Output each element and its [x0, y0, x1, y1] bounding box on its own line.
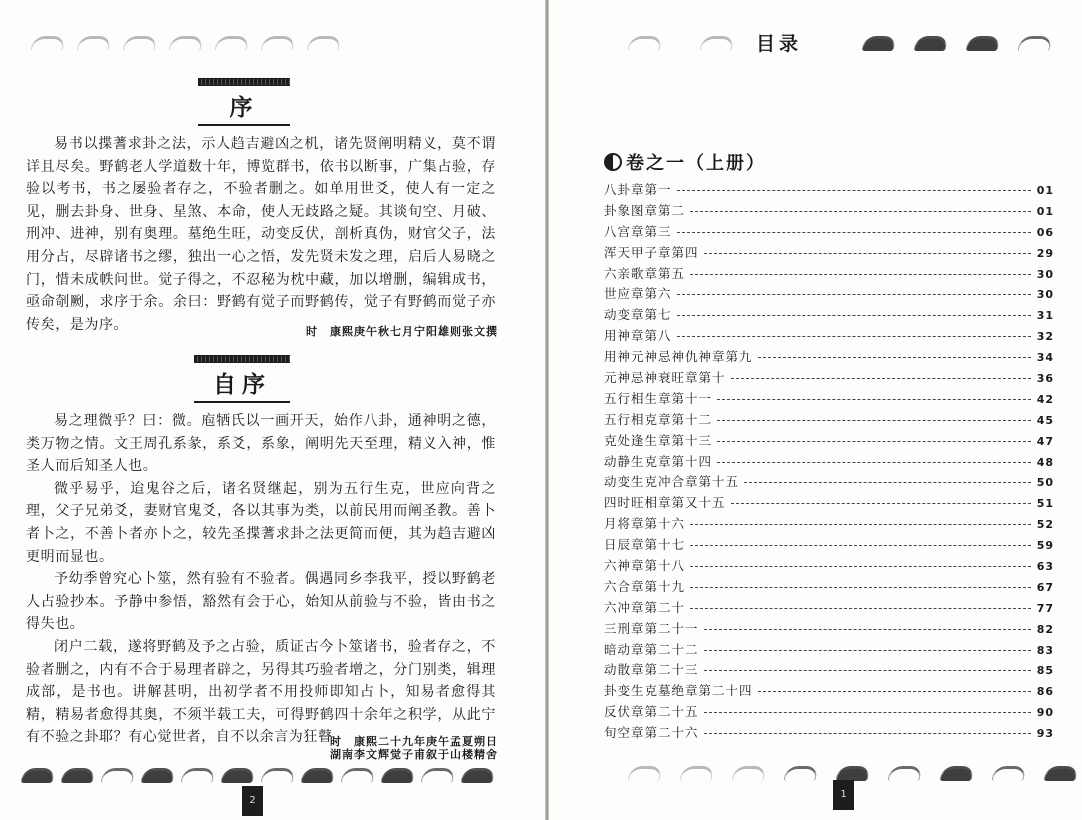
- ornament-icon: [991, 766, 1026, 781]
- ornament-icon: [861, 36, 896, 51]
- toc-leader-dots: [758, 691, 1031, 692]
- toc-leader-dots: [677, 190, 1031, 191]
- toc-entry-page: 01: [1036, 204, 1054, 218]
- toc-entry[interactable]: [604, 243, 1054, 264]
- ornament-icon: [30, 36, 65, 51]
- ornament-icon: [260, 768, 295, 783]
- toc-leader-dots: [704, 670, 1031, 671]
- author-preface-paragraph: 予幼季曾究心卜筮，然有验有不验者。偶遇同乡李我平，授以野鹤老人占验抄本。予静中参悟，豁然有会于心，始知从前验与不验，皆由书之得失也。: [26, 571, 496, 633]
- toc-entry-page: 45: [1036, 413, 1054, 427]
- toc-list: [604, 180, 1054, 744]
- heading-bar: [198, 78, 290, 86]
- toc-entry-page: 83: [1036, 643, 1054, 657]
- author-preface-heading: [194, 355, 290, 403]
- toc-entry[interactable]: [604, 284, 1054, 305]
- toc-leader-dots: [717, 462, 1031, 463]
- toc-entry-label: 世应章第六: [604, 286, 672, 302]
- toc-leader-dots: [690, 211, 1031, 212]
- ornament-icon: [180, 768, 215, 783]
- toc-entry-label: 浑天甲子章第四: [604, 244, 699, 260]
- ornament-icon: [140, 768, 175, 783]
- author-preface-paragraph: 易之理微乎？曰：微。庖牺氏以一画开天，始作八卦，通神明之德，类万物之情。文王周孔系彖，系爻，系象，阐明先天至理，精义入神，惟圣人而后知圣人也。: [26, 413, 496, 475]
- toc-leader-dots: [690, 566, 1031, 567]
- ornament-icon: [168, 36, 203, 51]
- toc-entry[interactable]: [604, 514, 1054, 535]
- toc-entry-label: 动变生克冲合章第十五: [604, 474, 740, 490]
- toc-entry[interactable]: [604, 619, 1054, 640]
- toc-leader-dots: [717, 420, 1031, 421]
- toc-entry-label: 六冲章第二十: [604, 599, 686, 615]
- heading-underline: [198, 124, 290, 126]
- toc-entry[interactable]: [604, 598, 1054, 619]
- ornament-icon: [1017, 36, 1052, 51]
- signature-line: 湖南李文辉觉子甫叙于山楼精舍: [330, 748, 498, 761]
- toc-entry-label: 旬空章第二十六: [604, 725, 699, 741]
- toc-entry-page: 34: [1036, 351, 1054, 365]
- toc-leader-dots: [717, 399, 1031, 400]
- toc-leader-dots: [677, 336, 1031, 337]
- ornament-icon: [220, 768, 255, 783]
- ornament-icon: [420, 768, 455, 783]
- toc-entry-page: 06: [1036, 225, 1054, 239]
- ornament-icon: [214, 36, 249, 51]
- toc-entry[interactable]: [604, 556, 1054, 577]
- toc-entry-page: 32: [1036, 330, 1054, 344]
- author-preface-paragraph: 闭户二载，遂将野鹤及予之占验，质证古今卜筮诸书，验者存之，不验者删之，内有不合于易理者辟之，另得其巧验者增之，分门别类，辑理成部，是书也。讲解甚明，出初学者不用投师即知占卜，知易者愈得其精，精易者愈得其奥，不须半载工夫，可得野鹤四十余年之积学，从此宁有不验之卦耶？有心觉世者，自不以余言为狂瞽。: [26, 638, 496, 746]
- ornament-icon: [122, 36, 157, 51]
- ornament-icon: [100, 768, 135, 783]
- toc-entry-label: 暗动章第二十二: [604, 641, 699, 657]
- toc-entry-page: 52: [1036, 518, 1054, 532]
- ornament-icon: [60, 768, 95, 783]
- toc-entry-page: 48: [1036, 455, 1054, 469]
- toc-entry-label: 八宫章第三: [604, 223, 672, 239]
- ornament-icon: [1043, 766, 1078, 781]
- ornament-icon: [20, 768, 55, 783]
- toc-entry-label: 反伏章第二十五: [604, 704, 699, 720]
- toc-entry-page: 47: [1036, 434, 1054, 448]
- toc-entry-page: 29: [1036, 246, 1054, 260]
- toc-leader-dots: [717, 441, 1031, 442]
- toc-entry-page: 36: [1036, 372, 1054, 386]
- ornament-icon: [627, 766, 662, 781]
- toc-leader-dots: [731, 503, 1031, 504]
- toc-leader-dots: [704, 733, 1031, 734]
- preface-signature: 时 康熙庚午秋七月宁阳雄则张文撰: [306, 325, 498, 338]
- ornament-icon: [679, 766, 714, 781]
- toc-entry[interactable]: [604, 264, 1054, 285]
- toc-leader-dots: [690, 587, 1031, 588]
- toc-leader-dots: [704, 712, 1031, 713]
- toc-entry-page: 01: [1036, 184, 1054, 197]
- toc-leader-dots: [704, 629, 1031, 630]
- toc-entry-label: 用神元神忌神仇神章第九: [604, 349, 753, 365]
- ornament-icon: [783, 766, 818, 781]
- toc-entry-page: 51: [1036, 497, 1054, 511]
- top-ornament-row-right: [863, 36, 1051, 51]
- toc-entry-label: 六神章第十八: [604, 558, 686, 574]
- ornament-icon: [300, 768, 335, 783]
- toc-entry-page: 63: [1036, 560, 1054, 574]
- toc-entry-label: 日辰章第十七: [604, 537, 686, 553]
- toc-entry-page: 67: [1036, 580, 1054, 594]
- toc-entry-page: 31: [1036, 309, 1054, 323]
- toc-entry-label: 用神章第八: [604, 328, 672, 344]
- toc-entry-label: 元神忌神衰旺章第十: [604, 370, 726, 386]
- toc-entry-page: 50: [1036, 476, 1054, 490]
- toc-entry[interactable]: [604, 389, 1054, 410]
- author-preface-paragraph: 微乎易乎，迨鬼谷之后，诸名贤继起，别为五行生克，世应向背之理，父子兄弟爻，妻财官鬼爻，各以其事为类，以前民用而阐圣教。善卜者卜之，不善卜者亦卜之，较先圣揲蓍求卦之法更简而便，其为趋吉避凶更明而显也。: [26, 480, 496, 565]
- toc-entry[interactable]: [604, 723, 1054, 744]
- toc-leader-dots: [690, 274, 1031, 275]
- top-ornament-row: [32, 36, 340, 51]
- volume-heading: [604, 149, 766, 175]
- toc-leader-dots: [758, 357, 1031, 358]
- ornament-icon: [835, 766, 870, 781]
- author-preface-title: 自序: [213, 372, 271, 398]
- ornament-icon: [76, 36, 111, 51]
- preface-heading: [198, 78, 290, 126]
- toc-entry-label: 动散章第二十三: [604, 662, 699, 678]
- toc-entry[interactable]: [604, 180, 1054, 201]
- page-number: 1: [833, 780, 854, 810]
- toc-entry-page: 85: [1036, 664, 1054, 678]
- ornament-icon: [306, 36, 341, 51]
- ornament-icon: [627, 36, 662, 51]
- toc-entry[interactable]: [604, 472, 1054, 493]
- ornament-icon: [939, 766, 974, 781]
- toc-entry-page: 93: [1036, 727, 1054, 741]
- toc-entry-page: 59: [1036, 539, 1054, 553]
- toc-leader-dots: [690, 524, 1031, 525]
- ornament-icon: [260, 36, 295, 51]
- toc-entry-page: 77: [1036, 601, 1054, 615]
- toc-entry-label: 五行相生章第十一: [604, 390, 713, 406]
- toc-entry-label: 卦变生克墓绝章第二十四: [604, 683, 753, 699]
- ornament-icon: [731, 766, 766, 781]
- toc-entry[interactable]: [604, 640, 1054, 661]
- toc-entry-page: 90: [1036, 706, 1054, 720]
- toc-entry[interactable]: [604, 535, 1054, 556]
- toc-leader-dots: [731, 378, 1031, 379]
- toc-entry[interactable]: [604, 493, 1054, 514]
- toc-entry-label: 四时旺相章第又十五: [604, 495, 726, 511]
- toc-title: 目录: [752, 29, 806, 56]
- toc-leader-dots: [690, 608, 1031, 609]
- toc-entry[interactable]: [604, 201, 1054, 222]
- toc-leader-dots: [677, 294, 1031, 295]
- toc-entry[interactable]: [604, 660, 1054, 681]
- toc-entry[interactable]: [604, 368, 1054, 389]
- ornament-icon: [913, 36, 948, 51]
- ornament-icon: [380, 768, 415, 783]
- toc-entry-label: 克处逢生章第十三: [604, 432, 713, 448]
- heading-underline: [194, 401, 290, 403]
- toc-leader-dots: [677, 315, 1031, 316]
- page-number: 2: [242, 786, 263, 816]
- toc-entry-page: 42: [1036, 392, 1054, 406]
- signature-line: 时 康熙二十九年庚午孟夏朔日: [330, 735, 498, 748]
- ornament-icon: [699, 36, 734, 51]
- yin-yang-icon: [604, 153, 622, 171]
- author-preface-signature: [240, 735, 498, 761]
- toc-entry-label: 八卦章第一: [604, 182, 672, 197]
- toc-entry[interactable]: [604, 305, 1054, 326]
- toc-entry[interactable]: [604, 681, 1054, 702]
- ornament-icon: [887, 766, 922, 781]
- toc-entry-label: 六亲歌章第五: [604, 265, 686, 281]
- toc-entry-label: 卦象图章第二: [604, 202, 686, 218]
- toc-entry-label: 六合章第十九: [604, 578, 686, 594]
- toc-entry[interactable]: [604, 347, 1054, 368]
- ornament-icon: [460, 768, 495, 783]
- toc-entry-page: 86: [1036, 685, 1054, 699]
- toc-entry[interactable]: [604, 577, 1054, 598]
- toc-entry-label: 五行相克章第十二: [604, 411, 713, 427]
- toc-entry[interactable]: [604, 452, 1054, 473]
- toc-leader-dots: [690, 545, 1031, 546]
- bottom-ornament-row: [629, 766, 1077, 781]
- ornament-icon: [340, 768, 375, 783]
- toc-leader-dots: [677, 232, 1031, 233]
- preface-text-block: [26, 133, 496, 336]
- toc-leader-dots: [704, 253, 1031, 254]
- preface-paragraph: 易书以揲蓍求卦之法，示人趋吉避凶之机，诸先贤阐明精义，莫不谓详且尽矣。野鹤老人学道数十年，博览群书，依书以断事，广集占验，存验以考书，书之屡验者存之，不验者删之。如单用世爻，使人有一定之见，删去卦身、世身、星煞、本命，使人无歧路之疑。其谈旬空、月破、刑冲、进神，别有奥理。墓绝生旺，动变反伏，剖析真伪，财官父子，法用分占，尽辟诸书之缪，独出一心之悟，发先贤未发之理，启后人易晓之门，惜未成帙问世。觉子得之，不忍秘为枕中藏，加以增删，编辑成书，亟命剞劂，求序于余。余曰：野鹤有觉子而野鹤传，觉子有野鹤而觉子亦传矣，是为序。: [26, 136, 496, 333]
- toc-entry-page: 30: [1036, 288, 1054, 302]
- toc-entry[interactable]: [604, 431, 1054, 452]
- toc-leader-dots: [744, 482, 1031, 483]
- toc-entry-page: 30: [1036, 267, 1054, 281]
- author-preface-text-block: [26, 410, 496, 749]
- toc-entry-label: 动变章第七: [604, 307, 672, 323]
- toc-entry[interactable]: [604, 326, 1054, 347]
- bottom-ornament-row: [22, 768, 494, 783]
- toc-entry[interactable]: [604, 410, 1054, 431]
- toc-entry-label: 三刑章第二十一: [604, 620, 699, 636]
- toc-entry-label: 月将章第十六: [604, 516, 686, 532]
- heading-bar: [194, 355, 290, 363]
- toc-entry[interactable]: [604, 702, 1054, 723]
- ornament-icon: [965, 36, 1000, 51]
- preface-title: 序: [229, 95, 259, 121]
- toc-entry[interactable]: [604, 222, 1054, 243]
- toc-entry-page: 82: [1036, 622, 1054, 636]
- volume-heading-text: 卷之一（上册）: [626, 153, 766, 174]
- toc-entry-label: 动静生克章第十四: [604, 453, 713, 469]
- toc-leader-dots: [704, 650, 1031, 651]
